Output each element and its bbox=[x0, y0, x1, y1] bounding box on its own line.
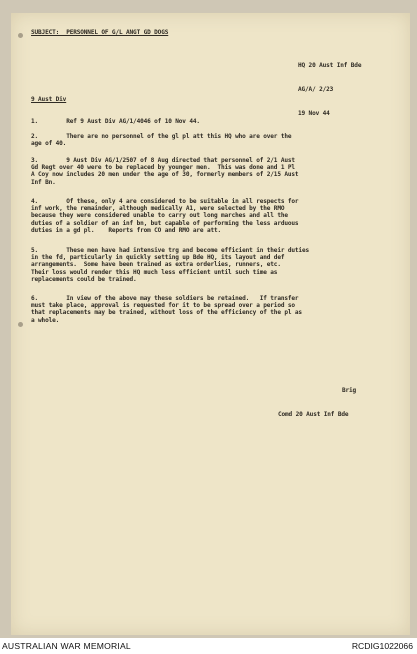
reference-block bbox=[298, 46, 361, 126]
reference-line: HQ 20 Aust Inf Bde bbox=[298, 62, 362, 69]
signature-title: Comd 20 Aust Inf Bde bbox=[278, 411, 349, 418]
subject-line: SUBJECT: PERSONNEL OF G/L ANGT GD DOGS bbox=[31, 29, 169, 36]
paragraph-4: 4. Of these, only 4 are considered to be suitable in all respects for inf work, the remainder, although medically A1, were selected by the RMO because they were considered unable to carry out long marches and all the duties of a soldier of an inf bn, but capable of performing the less arduous duties in a gd pl. Reports from CO and RMO are att. bbox=[31, 198, 299, 234]
paragraph-5: 5. These men have had intensive trg and become efficient in their duties in the fd, particularly in quickly setting up Bde HQ, its layout and def arrangements. Some have been trained as extra orderlies, runners, etc. Their loss would render this HQ much less efficient until such time as replacements could be trained. bbox=[31, 247, 309, 283]
reference-line: 19 Nov 44 bbox=[298, 110, 330, 117]
pin-hole bbox=[18, 322, 23, 327]
paragraph-1: 1. Ref 9 Aust Div AG/1/4046 of 10 Nov 44. bbox=[31, 118, 200, 125]
signature-block bbox=[278, 371, 356, 427]
addressee: 9 Aust Div bbox=[31, 96, 67, 103]
archive-name: AUSTRALIAN WAR MEMORIAL bbox=[2, 641, 131, 651]
paragraph-3: 3. 9 Aust Div AG/1/2507 of 8 Aug directed that personnel of 2/1 Aust Gd Regt over 40 were to be replaced by younger men. This was done and 1 Pl A Coy now includes 20 men under the age of 30, formerly members of 2/15 Aust Inf Bn. bbox=[31, 157, 299, 186]
reference-line: AG/A/ 2/23 bbox=[298, 86, 334, 93]
paragraph-6: 6. In view of the above may these soldiers be retained. If transfer must take place, approval is requested for it to be spread over a period so that replacements may be trained, without loss of the efficiency of the pl as a whole. bbox=[31, 295, 302, 324]
pin-hole bbox=[18, 33, 23, 38]
signature-rank: Brig bbox=[342, 387, 357, 394]
record-id: RCDIG1022066 bbox=[351, 641, 413, 651]
archive-footer bbox=[0, 638, 417, 654]
paragraph-2: 2. There are no personnel of the gl pl att this HQ who are over the age of 40. bbox=[31, 133, 292, 148]
